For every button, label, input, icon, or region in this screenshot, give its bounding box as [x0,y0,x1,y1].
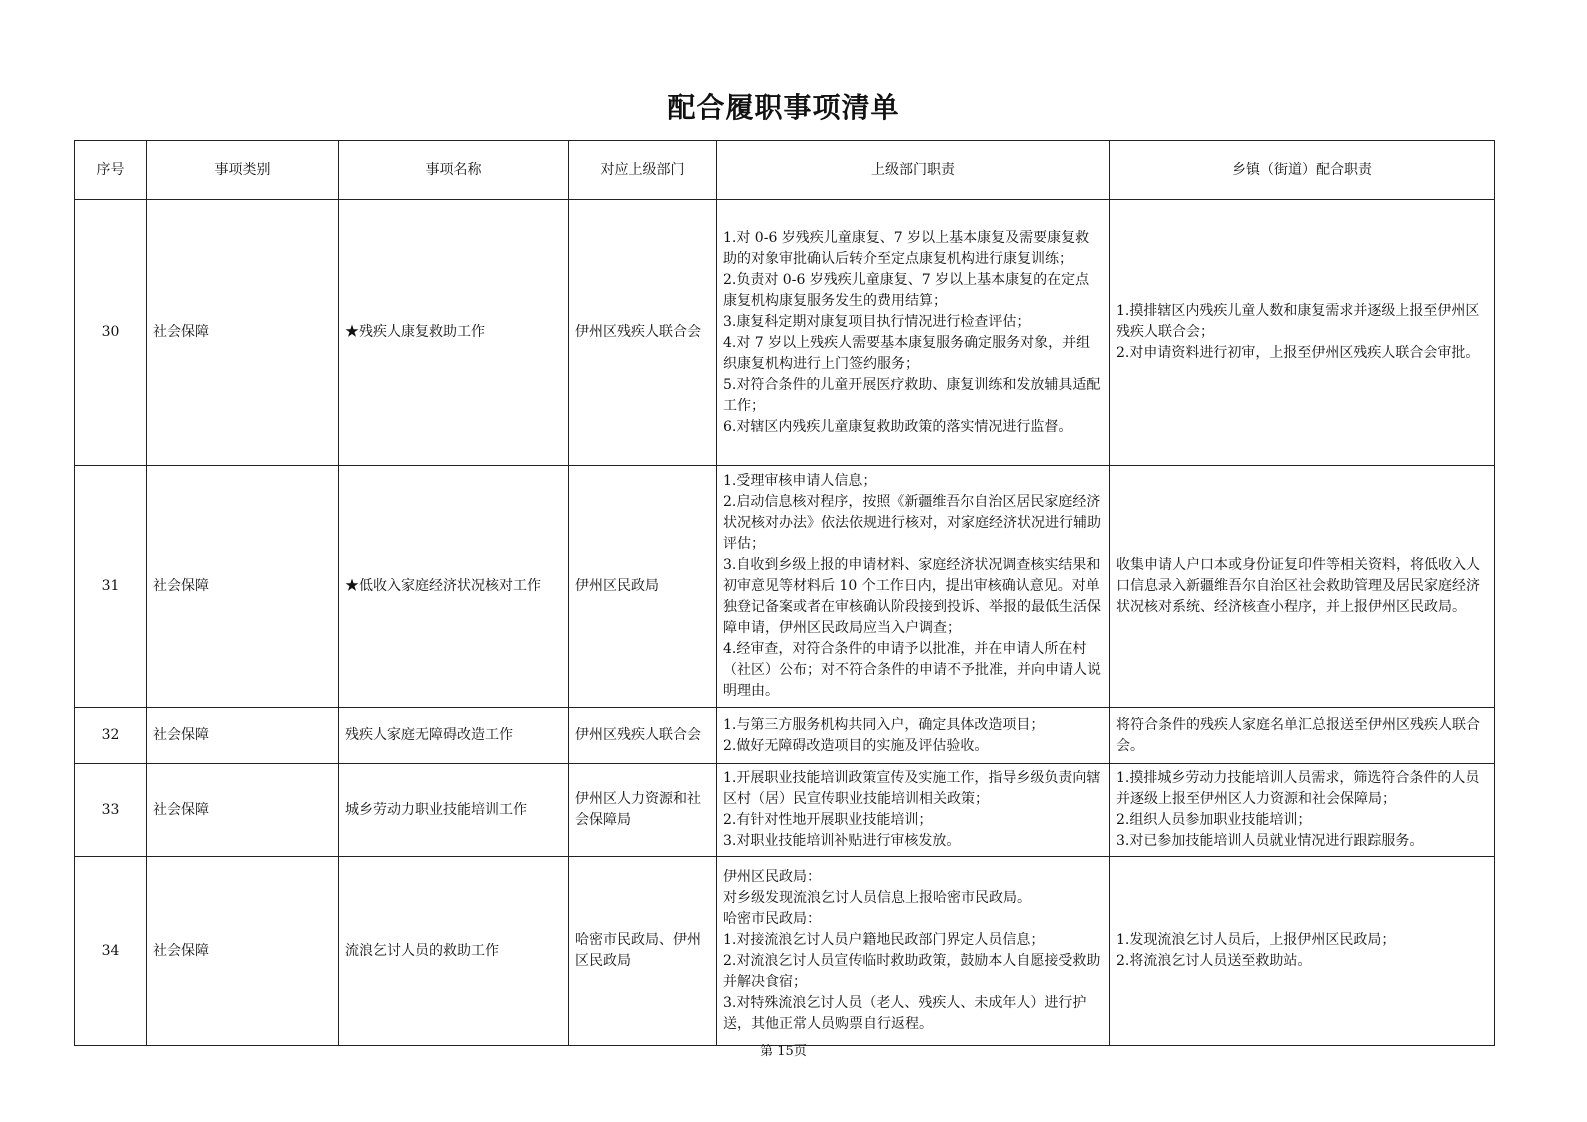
table-row [75,466,1495,708]
coop-line: 2.对申请资料进行初审，上报至伊州区残疾人联合会审批。 [1116,345,1480,361]
row-item-name: 流浪乞讨人员的救助工作 [339,857,569,1046]
duty-line: 2.做好无障碍改造项目的实施及评估验收。 [723,737,989,754]
row-item-name: 残疾人家庭无障碍改造工作 [339,708,569,764]
row-dept: 伊州区人力资源和社会保障局 [569,764,717,857]
duty-line: 4.对 7 岁以上残疾人需要基本康复服务确定服务对象，并组织康复机构进行上门签约服务； [723,334,1091,372]
row-coop [1110,200,1495,466]
header-dept: 对应上级部门 [569,141,717,200]
row-item-name: ★低收入家庭经济状况核对工作 [339,466,569,708]
row-coop [1110,466,1495,708]
coop-line: 1.摸排城乡劳动力技能培训人员需求，筛选符合条件的人员并逐级上报至伊州区人力资源和社会保障局； [1116,770,1480,807]
row-coop [1110,857,1495,1046]
coop-line: 2.将流浪乞讨人员送至救助站。 [1116,953,1312,969]
row-category: 社会保障 [147,857,339,1046]
table-header-row [75,141,1495,200]
row-number: 34 [75,857,147,1046]
duty-line: 4.经审查，对符合条件的申请予以批准，并在申请人所在村（社区）公布；对不符合条件的申请不予批准，并向申请人说明理由。 [723,641,1101,699]
duty-line: 1.对接流浪乞讨人员户籍地民政部门界定人员信息； [723,932,1045,948]
page-title: 配合履职事项清单 [667,91,900,124]
row-number: 31 [75,466,147,708]
header-coop: 乡镇（街道）配合职责 [1110,141,1495,200]
row-dept: 伊州区残疾人联合会 [569,708,717,764]
coop-line: 3.对已参加技能培训人员就业情况进行跟踪服务。 [1116,833,1424,849]
coop-line: 将符合条件的残疾人家庭名单汇总报送至伊州区残疾人联合会。 [1116,716,1480,754]
duty-line: 3.对特殊流浪乞讨人员（老人、残疾人、未成年人）进行护送，其他正常人员购票自行返程。 [723,995,1087,1032]
row-duties [717,466,1110,708]
row-dept: 哈密市民政局、伊州区民政局 [569,857,717,1046]
duty-line: 对乡级发现流浪乞讨人员信息上报哈密市民政局。 [723,890,1031,906]
header-no: 序号 [75,141,147,200]
duty-line: 3.对职业技能培训补贴进行审核发放。 [723,833,961,849]
row-item-name: ★残疾人康复救助工作 [339,200,569,466]
header-duties: 上级部门职责 [717,141,1110,200]
coop-line: 2.组织人员参加职业技能培训； [1116,812,1312,828]
row-category: 社会保障 [147,200,339,466]
coop-line: 收集申请人户口本或身份证复印件等相关资料，将低收入人口信息录入新疆维吾尔自治区社会救助管理及居民家庭经济状况核对系统、经济核查小程序，并上报伊州区民政局。 [1116,557,1480,615]
coop-line: 1.摸排辖区内残疾儿童人数和康复需求并逐级上报至伊州区残疾人联合会； [1116,303,1480,340]
duty-line: 1.开展职业技能培训政策宣传及实施工作，指导乡级负责向辖区村（居）民宣传职业技能培训相关政策； [723,770,1101,807]
row-number: 33 [75,764,147,857]
duty-line: 6.对辖区内残疾儿童康复救助政策的落实情况进行监督。 [723,418,1073,435]
row-coop [1110,708,1495,764]
row-category: 社会保障 [147,466,339,708]
row-item-name: 城乡劳动力职业技能培训工作 [339,764,569,857]
header-category: 事项类别 [147,141,339,200]
row-coop [1110,764,1495,857]
row-duties [717,708,1110,764]
row-category: 社会保障 [147,764,339,857]
header-name: 事项名称 [339,141,569,200]
duty-line: 3.自收到乡级上报的申请材料、家庭经济状况调查核实结果和初审意见等材料后 10 个工作日内，提出审核确认意见。对单独登记备案或者在审核确认阶段接到投诉、举报的最低生活保障申请，伊州区民政局应当入户调查； [723,557,1101,636]
duty-line: 哈密市民政局： [723,911,821,927]
duty-line: 2.有针对性地开展职业技能培训； [723,812,933,828]
duty-line: 2.负责对 0-6 岁残疾儿童康复、7 岁以上基本康复的在定点康复机构康复服务发生的费用结算； [723,271,1090,309]
row-dept: 伊州区残疾人联合会 [569,200,717,466]
table-row [75,764,1495,857]
table-row [75,200,1495,466]
duty-line: 1.与第三方服务机构共同入户，确定具体改造项目； [723,716,1045,733]
row-category: 社会保障 [147,708,339,764]
duty-line: 3.康复科定期对康复项目执行情况进行检查评估； [723,313,1031,330]
row-duties [717,200,1110,466]
coop-line: 1.发现流浪乞讨人员后，上报伊州区民政局； [1116,932,1396,948]
row-number: 32 [75,708,147,764]
row-duties [717,764,1110,857]
duty-line: 1.对 0-6 岁残疾儿童康复、7 岁以上基本康复及需要康复救助的对象审批确认后转介至定点康复机构进行康复训练； [723,229,1090,267]
duty-table [74,140,1495,1046]
page-number: 第 15页 [760,1044,807,1059]
table-row [75,708,1495,764]
row-duties [717,857,1110,1046]
row-number: 30 [75,200,147,466]
table-row [75,857,1495,1046]
duty-line: 1.受理审核申请人信息； [723,473,877,489]
duty-line: 2.启动信息核对程序，按照《新疆维吾尔自治区居民家庭经济状况核对办法》依法依规进行核对，对家庭经济状况进行辅助评估； [723,494,1101,552]
row-dept: 伊州区民政局 [569,466,717,708]
duty-line: 伊州区民政局： [723,869,821,885]
duty-line: 2.对流浪乞讨人员宣传临时救助政策，鼓励本人自愿接受救助并解决食宿； [723,953,1101,990]
duty-line: 5.对符合条件的儿童开展医疗救助、康复训练和发放辅具适配工作； [723,376,1101,414]
